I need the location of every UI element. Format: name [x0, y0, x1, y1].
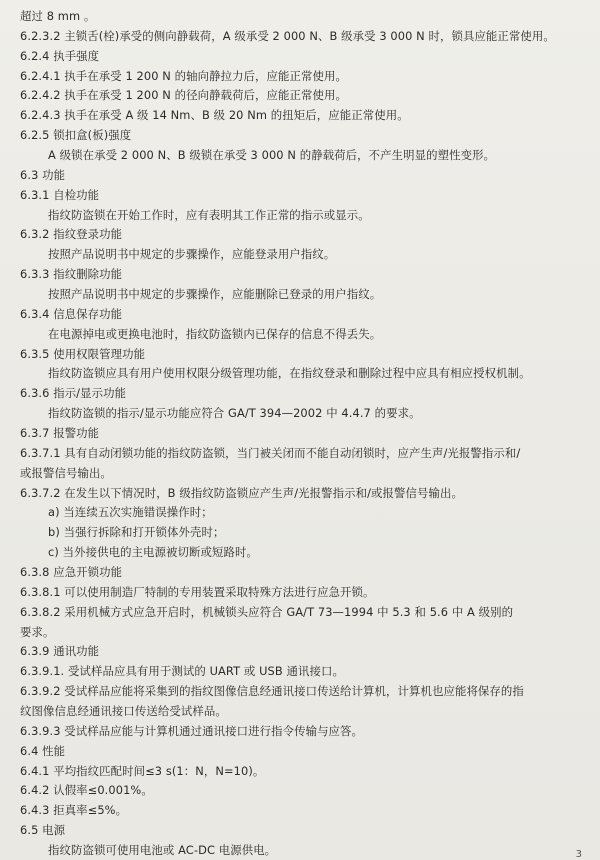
- clause-continuation: 要求。: [20, 624, 55, 639]
- clause-line: 6.3.9.2 受试样品应能将采集到的指纹图像信息经通讯接口传送给计算机，计算机也应能将保存的指: [20, 684, 524, 699]
- section-heading: 6.3.8 应急开锁功能: [20, 565, 123, 579]
- body-text: 在电源掉电或更换电池时，指纹防盗锁内已保存的信息不得丢失。: [48, 326, 382, 341]
- section-heading: 6.2.5 锁扣盒(板)强度: [20, 128, 132, 143]
- clause-continuation: 或报警信号输出。: [20, 465, 112, 480]
- body-text: 指纹防盗锁应具有用户使用权限分级管理功能，在指纹登录和删除过程中应具有相应授权机制。: [48, 366, 531, 381]
- clause-line: 6.2.3.2 主锁舌(栓)承受的侧向静载荷，A 级承受 2 000 N、B 级承受 3 000 N 时，锁具应能正常使用。: [20, 28, 555, 43]
- section-heading: 6.3.6 指示/显示功能: [20, 386, 127, 401]
- clause-line: 6.3.7.1 具有自动闭锁功能的指纹防盗锁，当门被关闭而不能自动闭锁时，应产生声/光报警指示和/: [20, 445, 521, 460]
- section-heading: 6.3.4 信息保存功能: [20, 306, 123, 321]
- clause-continuation: 纹图像信息经通讯接口传送给受试样品。: [20, 704, 227, 718]
- clause-line: 6.2.4.1 执手在承受 1 200 N 的轴向静拉力后，应能正常使用。: [20, 68, 347, 83]
- list-item: a) 当连续五次实施错误操作时；: [48, 505, 213, 520]
- section-heading: 6.3.3 指纹删除功能: [20, 267, 123, 282]
- body-text: 指纹防盗锁的指示/显示功能应符合 GA/T 394—2002 中 4.4.7 的要求。: [48, 406, 421, 421]
- body-text: A 级锁在承受 2 000 N、B 级锁在承受 3 000 N 的静载荷后，不产生明显的塑性变形。: [48, 148, 496, 162]
- body-text: 按照产品说明书中规定的步骤操作，应能登录用户指纹。: [48, 247, 336, 262]
- clause-line: 6.3.8.1 可以使用制造厂特制的专用装置采取特殊方法进行应急开锁。: [20, 584, 375, 599]
- clause-line: 6.3.9.3 受试样品应能与计算机通过通讯接口进行指令传输与应答。: [20, 723, 364, 738]
- section-heading: 6.3.5 使用权限管理功能: [20, 346, 146, 361]
- clause-line: 6.2.4.2 执手在承受 1 200 N 的径向静载荷后，应能正常使用。: [20, 88, 347, 103]
- section-heading: 6.3.1 自检功能: [20, 187, 100, 202]
- section-heading: 6.4 性能: [20, 743, 66, 758]
- page-number: 3: [575, 849, 582, 860]
- clause-line: 6.2.4.3 执手在承受 A 级 14 Nm、B 级 20 Nm 的扭矩后，应能正常使用。: [20, 108, 409, 123]
- body-text: 指纹防盗锁在开始工作时，应有表明其工作正常的指示或显示。: [48, 207, 370, 222]
- list-item: b) 当强行拆除和打开锁体外壳时；: [48, 525, 225, 540]
- section-heading: 6.3.7 报警功能: [20, 426, 100, 440]
- list-item: c) 当外接供电的主电源被切断或短路时。: [48, 545, 258, 560]
- section-heading: 6.3.9 通讯功能: [20, 644, 100, 659]
- text-line: 超过 8 mm 。: [20, 9, 96, 23]
- section-heading: 6.5 电源: [20, 823, 66, 838]
- section-heading: 6.3 功能: [20, 167, 66, 182]
- clause-line: 6.4.3 拒真率≤5%。: [20, 803, 128, 818]
- section-heading: 6.2.4 执手强度: [20, 48, 100, 63]
- clause-line: 6.3.7.2 在发生以下情况时，B 级指纹防盗锁应产生声/光报警指示和/或报警信号输出。: [20, 485, 463, 500]
- body-text: 按照产品说明书中规定的步骤操作，应能删除已登录的用户指纹。: [48, 287, 382, 301]
- body-text: 指纹防盗锁可使用电池或 AC-DC 电源供电。: [48, 843, 277, 857]
- clause-line: 6.3.8.2 采用机械方式应急开启时，机械锁头应符合 GA/T 73—1994 中 5.3 和 5.6 中 A 级别的: [20, 604, 514, 619]
- section-heading: 6.3.2 指纹登录功能: [20, 227, 123, 242]
- clause-line: 6.4.1 平均指纹匹配时间≤3 s(1：N，N=10)。: [20, 763, 265, 778]
- clause-line: 6.3.9.1. 受试样品应具有用于测试的 UART 或 USB 通讯接口。: [20, 664, 344, 679]
- clause-line: 6.4.2 认假率≤0.001%。: [20, 783, 153, 798]
